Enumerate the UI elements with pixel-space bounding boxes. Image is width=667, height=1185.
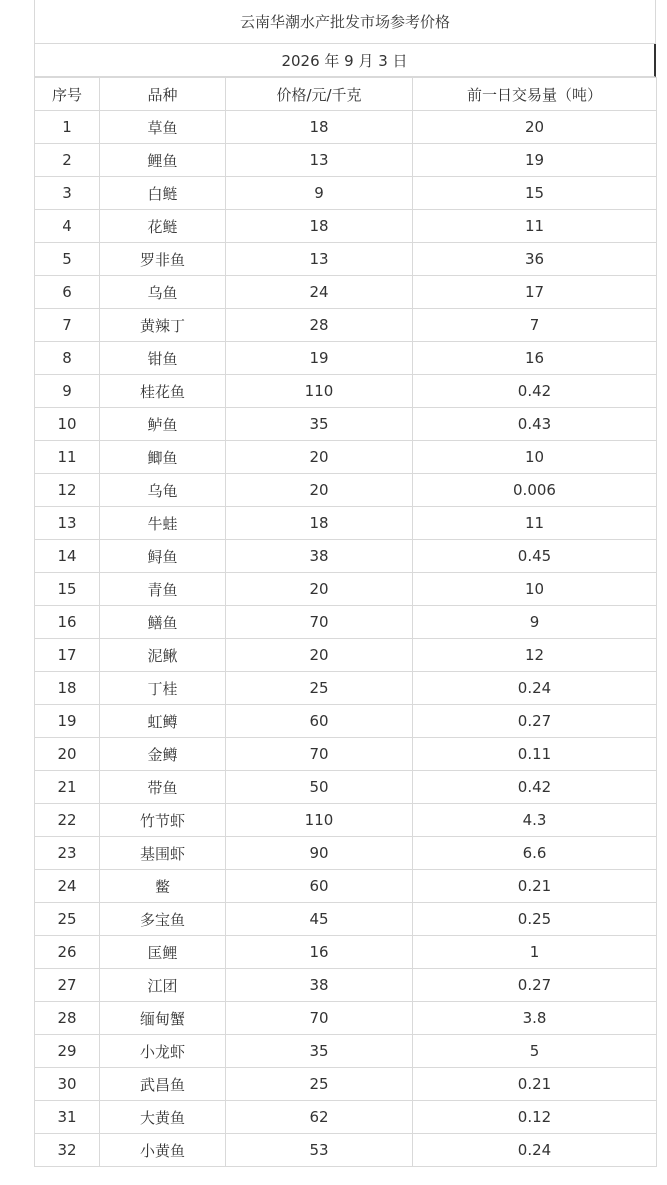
price-table [34, 77, 657, 1167]
cell-price: 20 [226, 639, 413, 672]
cell-price: 38 [226, 969, 413, 1002]
cell-serial-number: 16 [35, 606, 100, 639]
table-row [35, 837, 657, 870]
cell-variety: 乌鱼 [100, 276, 226, 309]
cell-price: 16 [226, 936, 413, 969]
cell-price: 110 [226, 804, 413, 837]
cell-serial-number: 24 [35, 870, 100, 903]
table-row [35, 309, 657, 342]
cell-variety: 带鱼 [100, 771, 226, 804]
header-price: 价格/元/千克 [226, 78, 413, 111]
cell-serial-number: 9 [35, 375, 100, 408]
cell-price: 38 [226, 540, 413, 573]
table-row [35, 1035, 657, 1068]
cell-volume: 10 [413, 573, 657, 606]
table-row [35, 177, 657, 210]
table-row [35, 1134, 657, 1167]
cell-price: 20 [226, 441, 413, 474]
cell-serial-number: 17 [35, 639, 100, 672]
cell-volume: 0.25 [413, 903, 657, 936]
cell-volume: 11 [413, 507, 657, 540]
table-row [35, 474, 657, 507]
cell-variety: 丁桂 [100, 672, 226, 705]
cell-price: 60 [226, 870, 413, 903]
cell-variety: 竹节虾 [100, 804, 226, 837]
cell-variety: 金鳟 [100, 738, 226, 771]
cell-price: 19 [226, 342, 413, 375]
cell-volume: 0.27 [413, 705, 657, 738]
cell-variety: 鲟鱼 [100, 540, 226, 573]
cell-volume: 7 [413, 309, 657, 342]
table-row [35, 507, 657, 540]
cell-serial-number: 13 [35, 507, 100, 540]
cell-serial-number: 7 [35, 309, 100, 342]
cell-serial-number: 1 [35, 111, 100, 144]
table-row [35, 804, 657, 837]
table-row [35, 573, 657, 606]
cell-volume: 36 [413, 243, 657, 276]
cell-variety: 草鱼 [100, 111, 226, 144]
table-row [35, 606, 657, 639]
cell-variety: 黄辣丁 [100, 309, 226, 342]
table-row [35, 342, 657, 375]
cell-volume: 0.11 [413, 738, 657, 771]
cell-variety: 钳鱼 [100, 342, 226, 375]
table-row [35, 672, 657, 705]
cell-price: 70 [226, 738, 413, 771]
table-row [35, 903, 657, 936]
cell-variety: 缅甸蟹 [100, 1002, 226, 1035]
cell-serial-number: 11 [35, 441, 100, 474]
cell-serial-number: 6 [35, 276, 100, 309]
cell-serial-number: 30 [35, 1068, 100, 1101]
cell-variety: 小龙虾 [100, 1035, 226, 1068]
cell-volume: 0.21 [413, 1068, 657, 1101]
cell-volume: 0.43 [413, 408, 657, 441]
cell-price: 45 [226, 903, 413, 936]
table-row [35, 243, 657, 276]
cell-volume: 19 [413, 144, 657, 177]
table-body [35, 111, 657, 1167]
cell-serial-number: 4 [35, 210, 100, 243]
cell-price: 18 [226, 210, 413, 243]
header-variety: 品种 [100, 78, 226, 111]
cell-serial-number: 31 [35, 1101, 100, 1134]
cell-serial-number: 28 [35, 1002, 100, 1035]
table-row [35, 870, 657, 903]
cell-serial-number: 19 [35, 705, 100, 738]
table-row [35, 210, 657, 243]
sheet-date: 2026 年 9 月 3 日 [34, 44, 656, 77]
cell-serial-number: 27 [35, 969, 100, 1002]
cell-serial-number: 26 [35, 936, 100, 969]
cell-price: 70 [226, 606, 413, 639]
cell-variety: 乌龟 [100, 474, 226, 507]
cell-volume: 1 [413, 936, 657, 969]
cell-price: 28 [226, 309, 413, 342]
cell-price: 110 [226, 375, 413, 408]
cell-variety: 江团 [100, 969, 226, 1002]
cell-serial-number: 14 [35, 540, 100, 573]
cell-price: 18 [226, 507, 413, 540]
cell-variety: 大黄鱼 [100, 1101, 226, 1134]
cell-volume: 10 [413, 441, 657, 474]
cell-price: 13 [226, 243, 413, 276]
cell-serial-number: 12 [35, 474, 100, 507]
cell-volume: 15 [413, 177, 657, 210]
cell-volume: 4.3 [413, 804, 657, 837]
cell-price: 25 [226, 1068, 413, 1101]
cell-volume: 16 [413, 342, 657, 375]
cell-variety: 青鱼 [100, 573, 226, 606]
cell-price: 70 [226, 1002, 413, 1035]
table-row [35, 408, 657, 441]
cell-serial-number: 23 [35, 837, 100, 870]
cell-serial-number: 8 [35, 342, 100, 375]
cell-serial-number: 3 [35, 177, 100, 210]
cell-serial-number: 22 [35, 804, 100, 837]
cell-serial-number: 10 [35, 408, 100, 441]
cell-volume: 0.24 [413, 672, 657, 705]
cell-volume: 3.8 [413, 1002, 657, 1035]
header-volume: 前一日交易量（吨） [413, 78, 657, 111]
table-row [35, 276, 657, 309]
cell-serial-number: 32 [35, 1134, 100, 1167]
price-sheet [34, 0, 656, 1167]
cell-volume: 12 [413, 639, 657, 672]
cell-variety: 泥鳅 [100, 639, 226, 672]
cell-volume: 0.12 [413, 1101, 657, 1134]
sheet-title: 云南华潮水产批发市场参考价格 [34, 0, 656, 44]
cell-price: 90 [226, 837, 413, 870]
cell-variety: 匡鲤 [100, 936, 226, 969]
cell-volume: 0.42 [413, 771, 657, 804]
table-row [35, 639, 657, 672]
cell-serial-number: 25 [35, 903, 100, 936]
cell-variety: 罗非鱼 [100, 243, 226, 276]
cell-volume: 0.42 [413, 375, 657, 408]
cell-volume: 9 [413, 606, 657, 639]
cell-variety: 牛蛙 [100, 507, 226, 540]
table-row [35, 540, 657, 573]
cell-price: 50 [226, 771, 413, 804]
cell-variety: 小黄鱼 [100, 1134, 226, 1167]
cell-serial-number: 21 [35, 771, 100, 804]
cell-variety: 虹鳟 [100, 705, 226, 738]
cell-volume: 5 [413, 1035, 657, 1068]
cell-variety: 鲤鱼 [100, 144, 226, 177]
cell-volume: 0.45 [413, 540, 657, 573]
cell-price: 53 [226, 1134, 413, 1167]
cell-price: 13 [226, 144, 413, 177]
cell-price: 35 [226, 408, 413, 441]
table-row [35, 771, 657, 804]
table-row [35, 738, 657, 771]
cell-variety: 鳝鱼 [100, 606, 226, 639]
table-row [35, 1068, 657, 1101]
table-row [35, 705, 657, 738]
cell-price: 25 [226, 672, 413, 705]
cell-price: 24 [226, 276, 413, 309]
header-serial-number: 序号 [35, 78, 100, 111]
cell-volume: 11 [413, 210, 657, 243]
cell-variety: 鳖 [100, 870, 226, 903]
cell-volume: 0.24 [413, 1134, 657, 1167]
cell-variety: 多宝鱼 [100, 903, 226, 936]
cell-serial-number: 29 [35, 1035, 100, 1068]
cell-variety: 鲫鱼 [100, 441, 226, 474]
cell-price: 62 [226, 1101, 413, 1134]
cell-price: 60 [226, 705, 413, 738]
cell-volume: 0.21 [413, 870, 657, 903]
cell-variety: 基围虾 [100, 837, 226, 870]
cell-variety: 鲈鱼 [100, 408, 226, 441]
cell-price: 18 [226, 111, 413, 144]
table-row [35, 1002, 657, 1035]
cell-volume: 20 [413, 111, 657, 144]
cell-volume: 0.27 [413, 969, 657, 1002]
table-row [35, 111, 657, 144]
cell-serial-number: 15 [35, 573, 100, 606]
cell-volume: 0.006 [413, 474, 657, 507]
table-header-row [35, 78, 657, 111]
table-row [35, 375, 657, 408]
table-row [35, 969, 657, 1002]
cell-variety: 桂花鱼 [100, 375, 226, 408]
cell-price: 20 [226, 573, 413, 606]
cell-price: 20 [226, 474, 413, 507]
cell-serial-number: 2 [35, 144, 100, 177]
table-row [35, 441, 657, 474]
table-row [35, 1101, 657, 1134]
table-row [35, 936, 657, 969]
cell-volume: 6.6 [413, 837, 657, 870]
cell-serial-number: 18 [35, 672, 100, 705]
cell-serial-number: 20 [35, 738, 100, 771]
cell-variety: 花鲢 [100, 210, 226, 243]
cell-variety: 白鲢 [100, 177, 226, 210]
cell-variety: 武昌鱼 [100, 1068, 226, 1101]
cell-price: 35 [226, 1035, 413, 1068]
cell-serial-number: 5 [35, 243, 100, 276]
table-row [35, 144, 657, 177]
cell-price: 9 [226, 177, 413, 210]
cell-volume: 17 [413, 276, 657, 309]
